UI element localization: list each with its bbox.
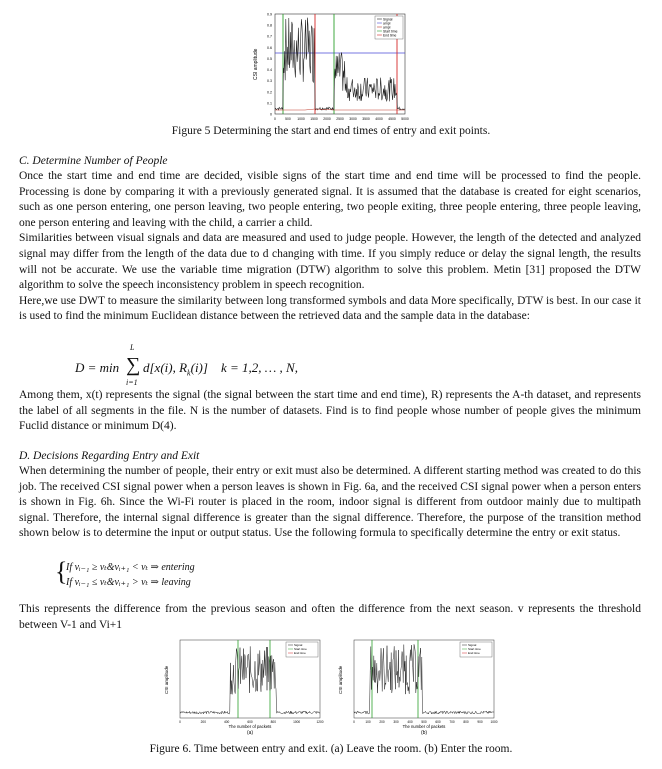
figure-6a	[160, 636, 328, 736]
entry-exit-conditions	[55, 557, 195, 590]
figure-5-x-tick-label: 1500	[310, 117, 318, 121]
section-c-paragraph-2: Similarities between visual signals and data are measured and used to judge people. However, the length of the detected and analyzed signal may differ from the length of the data due to d changing with time. If you simply reduce or delay the signal length, the results will not be accurate. We use the variable time migration (DTW) algorithm to solve this problem. Metin [31] proposed the DTW algorithm to solve the speech inconsistency problem in speech recognition.	[19, 232, 641, 292]
figure-6b-label: (b)	[420, 730, 428, 736]
figure-6a-x-tick-label: 600	[247, 720, 253, 724]
figure-5	[245, 8, 420, 126]
equation-lhs: D = min	[75, 360, 120, 375]
equation-sum-bottom: i=1	[126, 378, 138, 387]
figure-5-y-tick-label: 0.1	[267, 101, 272, 106]
figure-5-y-ticks	[267, 13, 272, 117]
figure-5-x-tick-label: 2500	[336, 117, 344, 121]
figure-6a-x-tick-label: 400	[224, 720, 230, 724]
figure-5-legend	[375, 16, 403, 39]
figure-5-x-tick-label: 0	[274, 117, 276, 121]
svg-text:Signal: Signal	[383, 17, 393, 22]
figure-6b-x-tick-label: 300	[393, 720, 399, 724]
section-c-paragraph-1: Once the start time and end time are decided, visible signs of the start time and end time will be processed to find the people. Processing is done by comparing it with a previously generated signal. It is assumed that the database is created for eight scenarios, such as one person entering, one person leaving, two people entering, two people exiting, three people entering, three people leaving, one person entering and leaving with the child, a carrier a child.	[19, 170, 641, 229]
figure-6a-x-tick-label: 800	[270, 720, 276, 724]
equation-sum-top: L	[130, 343, 135, 352]
section-c-body	[19, 169, 641, 325]
figure-6b-x-tick-label: 100	[365, 720, 371, 724]
figure-5-x-tick-label: 5000	[401, 117, 409, 121]
figure-5-x-tick-label: 4500	[388, 117, 396, 121]
figure-6b-x-tick-label: 0	[353, 720, 355, 724]
figure-5-y-tick-label: 0.3	[267, 79, 272, 84]
svg-text:End time: End time	[383, 33, 397, 38]
condition-entering: If vᵢ₋₁ ≥ vₜ&vᵢ₊₁ < vₜ ⇒ entering	[66, 562, 195, 573]
svg-text:Signal: Signal	[468, 643, 477, 647]
figure-5-y-tick-label: 0.7	[267, 34, 272, 39]
figure-6a-x-tick-label: 1200	[316, 720, 324, 724]
figure-6b-x-tick-label: 400	[407, 720, 413, 724]
figure-6a-legend	[286, 642, 318, 657]
figure-6b-x-tick-label: 200	[379, 720, 385, 724]
section-d-after-conditions: This represents the difference from the previous season and often the difference from the next season. v represents the threshold between V-1 and Vi+1	[19, 603, 641, 631]
figure-5-x-tick-label: 4000	[375, 117, 383, 121]
equation-body: d[x(i), $R_k(i)$] k = 1,2, … , N,	[143, 360, 298, 378]
figure-6b-x-tick-label: 600	[435, 720, 441, 724]
figure-5-y-tick-label: 0.6	[267, 45, 272, 50]
figure-5-y-tick-label: 0	[270, 112, 272, 117]
figure-6b-x-tick-label: 1000	[490, 720, 498, 724]
figure-5-x-tick-label: 3500	[362, 117, 370, 121]
section-c-heading: C. Determine Number of People	[19, 155, 168, 167]
figure-5-y-tick-label: 0.2	[267, 90, 272, 95]
figure-6b-x-tick-label: 500	[421, 720, 427, 724]
equation-sum-sign: ∑	[126, 354, 141, 376]
figure-5-y-tick-label: 0.8	[267, 23, 272, 28]
svg-text:Start time: Start time	[468, 647, 481, 651]
figure-6a-ylabel: CSI amplitude	[164, 665, 169, 694]
figure-5-x-tick-label: 1000	[297, 117, 305, 121]
figure-6a-x-tick-label: 1000	[293, 720, 301, 724]
condition-leaving: If vᵢ₋₁ ≤ vₜ&vᵢ₊₁ > vₜ ⇒ leaving	[66, 577, 191, 588]
figure-6a-x-tick-label: 0	[179, 720, 181, 724]
section-d-heading: D. Decisions Regarding Entry and Exit	[19, 450, 200, 462]
figure-5-y-tick-label: 0.5	[267, 56, 272, 61]
svg-text:Start time: Start time	[383, 29, 398, 34]
figure-6b-ylabel: CSI amplitude	[338, 665, 343, 694]
figure-6b-legend	[460, 642, 492, 657]
figure-6a-label: (a)	[246, 730, 254, 736]
section-c-after-equation: Among them, x(t) represents the signal (the signal between the start time and end time), R) represents the A-th dataset, and represents the label of all segments in the file. N is the number of datasets. Find is to find people whose number of people gives the minimum Fuclid distance or minimum D(4).	[19, 389, 641, 433]
svg-text:Start time: Start time	[294, 647, 307, 651]
svg-text:ampl: ampl	[383, 25, 391, 30]
svg-text:End time: End time	[468, 651, 480, 655]
svg-text:Signal: Signal	[294, 643, 303, 647]
svg-text:ampl: ampl	[383, 21, 391, 26]
figure-6-caption: Figure 6. Time between entry and exit. (a) Leave the room. (b) Enter the room.	[149, 743, 513, 755]
figure-5-x-ticks	[274, 117, 409, 121]
figure-5-y-tick-label: 0.4	[267, 68, 272, 73]
section-c-paragraph-3: Here,we use DWT to measure the similarity between long transformed symbols and data More specifically, DTW is best. In our case it is used to find the minimum Euclidean distance between the retrieved data and the sample data in the database:	[19, 294, 641, 323]
figure-5-y-tick-label: 0.9	[267, 12, 272, 17]
dtw-equation	[75, 343, 475, 390]
figure-5-ylabel: CSI amplitude	[253, 48, 259, 80]
figure-6a-x-tick-label: 200	[200, 720, 206, 724]
figure-6b	[334, 636, 502, 736]
figure-5-x-tick-label: 3000	[349, 117, 357, 121]
figure-5-x-tick-label: 500	[285, 117, 291, 121]
svg-text:End time: End time	[294, 651, 306, 655]
section-d-paragraph: When determining the number of people, their entry or exit must also be determined. A different starting method was created to do this job. The received CSI signal power when a person leaves is shown in Fig. 6a, and the received CSI signal power when a person enters is shown in Fig. 6h. Since the Wi-Fi router is placed in the room, indoor signal is different from outdoor mainly due to multipath signal. Therefore, the internal signal difference is greater than the signal difference. Therefore, the purpose of the transition method shown below is to determine the input or output status. Use the following formula to specifically determine the entry or exit status.	[19, 465, 641, 540]
figure-6b-xlabel: The number of packets	[402, 724, 446, 729]
figure-5-caption: Figure 5 Determining the start and end times of entry and exit points.	[171, 125, 491, 137]
figure-5-x-tick-label: 2000	[323, 117, 331, 121]
figure-6b-x-tick-label: 700	[449, 720, 455, 724]
conditions-brace: {	[55, 557, 68, 586]
figure-6b-x-tick-label: 800	[463, 720, 469, 724]
figure-6b-x-tick-label: 900	[477, 720, 483, 724]
figure-6a-xlabel: The number of packets	[228, 724, 272, 729]
